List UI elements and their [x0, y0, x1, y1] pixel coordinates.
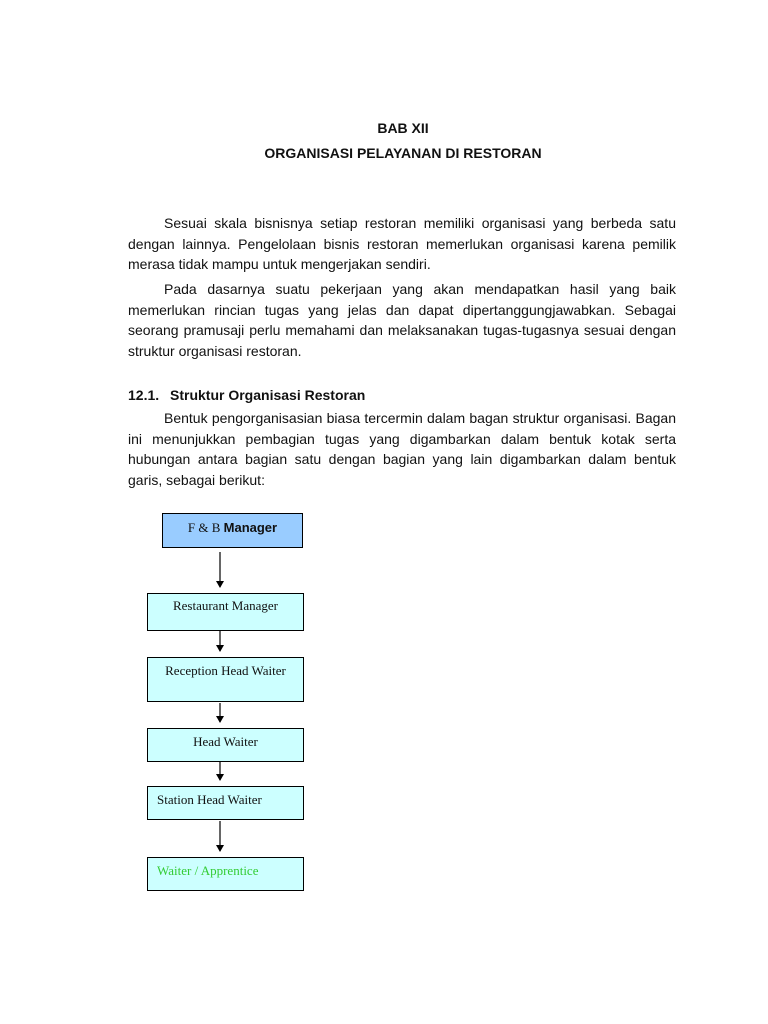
org-box-station-head-waiter: Station Head Waiter	[147, 786, 304, 820]
org-box-head-waiter: Head Waiter	[147, 728, 304, 762]
section-heading	[128, 385, 365, 405]
paragraph-structure	[128, 408, 676, 491]
chapter-title: ORGANISASI PELAYANAN DI RESTORAN	[264, 145, 542, 161]
paragraph-text: Bentuk pengorganisasian biasa tercermin dalam bagan struktur organisasi. Bagan ini menunjukkan pembagian tugas yang digambarkan dalam bentuk kotak serta hubungan antara bagian satu dengan bagian yang lain digambarkan dalam bentuk garis, sebagai berikut:	[128, 410, 676, 489]
paragraph-text: Pada dasarnya suatu pekerjaan yang akan mendapatkan hasil yang baik memerlukan rincian tugas yang jelas dan dapat dipertanggungjawabkan. Sebagai seorang pramusaji perlu memahami dan melaksanakan tugas-tugasnya sesuai dengan struktur organisasi restoran.	[128, 281, 676, 360]
paragraph-tasks	[128, 279, 676, 362]
paragraph-intro	[128, 213, 676, 275]
chapter-heading: BAB XII	[377, 120, 429, 136]
org-box-reception-head-waiter: Reception Head Waiter	[147, 657, 304, 702]
paragraph-text: Sesuai skala bisnisnya setiap restoran memiliki organisasi yang berbeda satu dengan lainnya. Pengelolaan bisnis restoran memerlukan organisasi karena pemilik merasa tidak mampu untuk mengerjakan sendiri.	[128, 215, 676, 273]
org-box-waiter-apprentice: Waiter / Apprentice	[147, 857, 304, 891]
org-box-restaurant-manager: Restaurant Manager	[147, 593, 304, 631]
section-number: 12.1.	[128, 387, 160, 403]
org-box-fnb-label: F & B	[187, 520, 221, 535]
org-box-manager-label: Manager	[223, 520, 278, 535]
org-box-fnb-manager	[162, 513, 303, 548]
section-title: Struktur Organisasi Restoran	[170, 387, 366, 403]
